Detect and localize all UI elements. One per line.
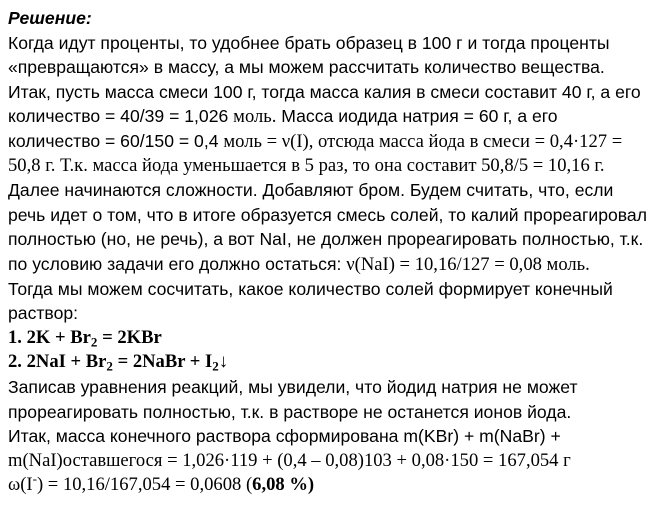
text-line-2: «превращаются» в массу, а мы можем рассчитать количество вещества. xyxy=(8,57,605,78)
text-line-11: Тогда мы можем сосчитать, какое количество солей формирует конечный xyxy=(8,278,613,299)
text-line-14: прореагировать полностью, т.к. в растворе не останется ионов йода. xyxy=(8,401,572,422)
text-line-7: Далее начинаются сложности. Добавляют бром. Будем считать, что, если xyxy=(8,180,614,201)
equation-2-right: = 2NaBr + I xyxy=(112,351,213,373)
superscript: - xyxy=(32,471,37,487)
equation-1-left: 1. 2K + Br xyxy=(8,326,91,348)
subscript: 2 xyxy=(90,333,98,349)
subscript: 2 xyxy=(212,358,219,374)
equation-1-right: = 2KBr xyxy=(97,326,162,348)
result-calculation: ) = 10,16/167,054 = 0,0608 ( xyxy=(36,474,253,496)
equation-2-left: 2. 2NaI + Br xyxy=(8,351,107,373)
solution-text xyxy=(8,6,668,498)
text-line-10 xyxy=(8,252,668,277)
mole-unit: моль xyxy=(223,130,262,152)
text-line-5 xyxy=(8,129,668,154)
text-line-12: раствор: xyxy=(8,303,79,324)
text-line-15: Итак, масса конечного раствора сформирована m(KBr) + m(NaBr) + xyxy=(8,426,561,447)
result-line xyxy=(8,473,668,498)
text-line-4 xyxy=(8,104,668,129)
text-line-16: m(NaI)оставшегося = 1,026·119 + (0,4 – 0,08)103 + 0,08·150 = 167,054 г xyxy=(8,449,571,471)
remaining-nai-amount: ν(NaI) = 10,16/127 = 0,08 моль. xyxy=(346,253,590,275)
text-line-3: Итак, пусть масса смеси 100 г, тогда масса калия в смеси составит 40 г, а его xyxy=(8,81,641,102)
result-left: ω(I xyxy=(8,474,33,496)
equation-2 xyxy=(8,350,668,375)
subscript: 2 xyxy=(106,358,113,374)
text-line-6: 50,8 г. Т.к. масса йода уменьшается в 5 раз, то она составит 50,8/5 = 10,16 г. xyxy=(8,154,605,176)
result-close: ) xyxy=(307,474,315,496)
text-line-13: Записав уравнения реакций, мы увидели, что йодид натрия не может xyxy=(8,376,578,397)
mole-unit: моль. xyxy=(233,106,277,128)
solution-heading: Решение: xyxy=(8,8,92,28)
potassium-amount: количество = 40/39 = 1,026 xyxy=(8,106,234,127)
equation-1 xyxy=(8,326,668,351)
sodium-iodide-amount: количество = 60/150 = 0,4 xyxy=(8,130,224,151)
iodine-amount: = ν(I), отсюда масса йода в смеси = 0,4·127 = xyxy=(261,130,623,152)
final-answer: 6,08 % xyxy=(252,474,308,496)
text-line-9: полностью (но, не речь), а вот NaI, не должен прореагировать полностью, т.к. xyxy=(8,229,644,250)
sodium-iodide-mass: Масса иодида натрия = 60 г, а его xyxy=(276,106,558,127)
remaining-condition: по условию задачи его должно остаться: xyxy=(8,253,347,274)
text-line-1: Когда идут проценты, то удобнее брать образец в 100 г и тогда проценты xyxy=(8,32,610,53)
precipitate-arrow-icon: ↓ xyxy=(218,351,229,373)
text-line-8: речь идет о том, что в итоге образуется смесь солей, то калий прореагировал xyxy=(8,204,647,225)
